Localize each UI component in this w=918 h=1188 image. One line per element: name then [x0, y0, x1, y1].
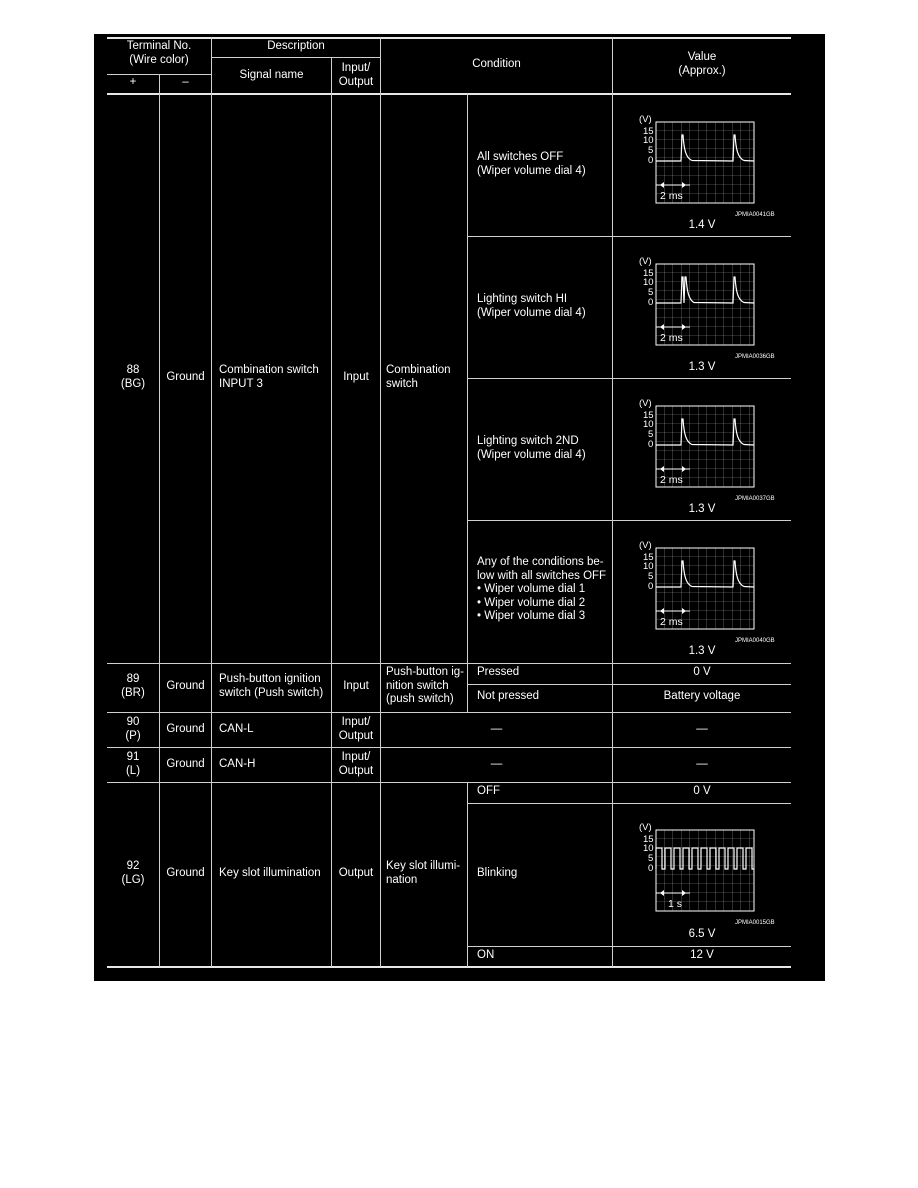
- scope-88-b-y15: 15: [643, 268, 654, 279]
- ground-92: Ground: [166, 867, 205, 879]
- scope-92-time: 1 s: [668, 898, 683, 910]
- scope-88-c-y10: 10: [643, 419, 654, 430]
- scope-88-b-y5: 5: [648, 287, 654, 298]
- scope-88-d: [639, 540, 775, 644]
- terminal-92: 92 (LG): [121, 860, 145, 886]
- scope-88-b-y10: 10: [643, 277, 654, 288]
- scope-88-b-code: JPMIA0036GB: [735, 354, 775, 360]
- scope-88-a-code: JPMIA0041GB: [735, 212, 775, 218]
- value-92-on: 12 V: [690, 949, 714, 961]
- scope-88-a-y0: 0: [648, 155, 654, 166]
- scope-92-y10: 10: [643, 843, 654, 854]
- signal-92: Key slot illumination: [219, 867, 321, 879]
- scope-88-c-y0: 0: [648, 439, 654, 450]
- scope-88-d-y15: 15: [643, 552, 654, 563]
- scope-88-d-y10: 10: [643, 561, 654, 572]
- value-92-off: 0 V: [693, 785, 711, 797]
- condition-92-blinking: Blinking: [477, 867, 518, 879]
- scope-88-d-code: JPMIA0040GB: [735, 638, 775, 644]
- condition-89-not-pressed: Not pressed: [477, 690, 540, 702]
- signal-89: Push-button ignition switch (Push switch): [219, 673, 324, 699]
- scope-88-b-y0: 0: [648, 297, 654, 308]
- header-signal-name: Signal name: [239, 69, 304, 81]
- signal-91: CAN-H: [219, 758, 256, 770]
- condition-88-b: Lighting switch HI (Wiper volume dial 4): [477, 293, 586, 319]
- scope-88-c-time: 2 ms: [660, 474, 683, 486]
- header-io: Input/ Output: [338, 62, 374, 88]
- terminal-table: [94, 34, 825, 981]
- condition-91: —: [490, 758, 503, 770]
- value-90: —: [696, 723, 708, 735]
- scope-88-d-y0: 0: [648, 581, 654, 592]
- scope-88-c-code: JPMIA0037GB: [735, 496, 775, 502]
- condition-88-d: Any of the conditions be- low with all switches OFF • Wiper volume dial 1 • Wiper volume dial 2 • Wiper volume dial 3: [477, 556, 607, 622]
- scope-88-d-time: 2 ms: [660, 616, 683, 628]
- condition-88-a: All switches OFF (Wiper volume dial 4): [477, 151, 586, 177]
- condition-92-off: OFF: [477, 785, 500, 797]
- terminal-89: 89 (BR): [121, 673, 145, 699]
- scope-92-y5: 5: [648, 853, 654, 864]
- scope-88-b: [639, 256, 775, 360]
- scope-92-code: JPMIA0015GB: [735, 920, 775, 926]
- scope-92-y15: 15: [643, 834, 654, 845]
- condition-88-c: Lighting switch 2ND (Wiper volume dial 4): [477, 435, 586, 461]
- ground-88: Ground: [166, 371, 205, 383]
- condition-89-pressed: Pressed: [477, 666, 520, 678]
- scope-88-a-y10: 10: [643, 135, 654, 146]
- waveform-layer: [94, 34, 825, 981]
- header-terminal: Terminal No. (Wire color): [126, 40, 192, 66]
- scope-88-d-y5: 5: [648, 571, 654, 582]
- terminal-91: 91 (L): [125, 751, 141, 777]
- condition-92-on: ON: [477, 949, 495, 961]
- header-minus: –: [182, 76, 189, 88]
- header-plus: +: [129, 76, 137, 88]
- io-92: Output: [338, 867, 374, 879]
- value-89-pressed: 0 V: [693, 666, 711, 678]
- io-90: Input/ Output: [338, 716, 374, 742]
- scope-88-b-time: 2 ms: [660, 332, 683, 344]
- value-88-b: 1.3 V: [688, 361, 716, 373]
- ground-91: Ground: [166, 758, 205, 770]
- value-88-a: 1.4 V: [688, 219, 716, 231]
- condition-90: —: [490, 723, 503, 735]
- terminal-90: 90 (P): [125, 716, 141, 742]
- scope-88-a-y5: 5: [648, 145, 654, 156]
- scope-88-c-y15: 15: [643, 410, 654, 421]
- scope-88-c: [639, 398, 775, 502]
- signal-88: Combination switch INPUT 3: [219, 364, 319, 390]
- condition-group-89: Push-button ig- nition switch (push switch): [386, 666, 464, 705]
- scope-88-c-y5: 5: [648, 429, 654, 440]
- condition-group-88: Combination switch: [386, 364, 451, 390]
- io-89: Input: [343, 680, 369, 692]
- scope-88-a-time: 2 ms: [660, 190, 683, 202]
- value-88-d: 1.3 V: [688, 645, 716, 657]
- io-88: Input: [343, 371, 369, 383]
- io-91: Input/ Output: [338, 751, 374, 777]
- scope-88-a-ylabel: (V): [639, 114, 652, 125]
- scope-88-a-y15: 15: [643, 126, 654, 137]
- scope-88-a: [639, 114, 775, 218]
- ground-89: Ground: [166, 680, 205, 692]
- value-91: —: [696, 758, 708, 770]
- scope-92-blinking: [639, 822, 775, 926]
- header-description: Description: [267, 40, 325, 52]
- scope-88-d-ylabel: (V): [639, 540, 652, 551]
- scope-92-ylabel: (V): [639, 822, 652, 833]
- ground-90: Ground: [166, 723, 205, 735]
- header-value: Value (Approx.): [678, 51, 726, 77]
- condition-group-92: Key slot illumi- nation: [386, 860, 461, 886]
- value-88-c: 1.3 V: [688, 503, 716, 515]
- terminal-88: 88 (BG): [120, 364, 146, 390]
- signal-90: CAN-L: [219, 723, 254, 735]
- value-89-not-pressed: Battery voltage: [663, 690, 741, 702]
- scope-88-b-ylabel: (V): [639, 256, 652, 267]
- value-92-blinking: 6.5 V: [688, 928, 716, 940]
- scope-92-y0: 0: [648, 863, 654, 874]
- scope-88-c-ylabel: (V): [639, 398, 652, 409]
- header-condition: Condition: [472, 58, 521, 70]
